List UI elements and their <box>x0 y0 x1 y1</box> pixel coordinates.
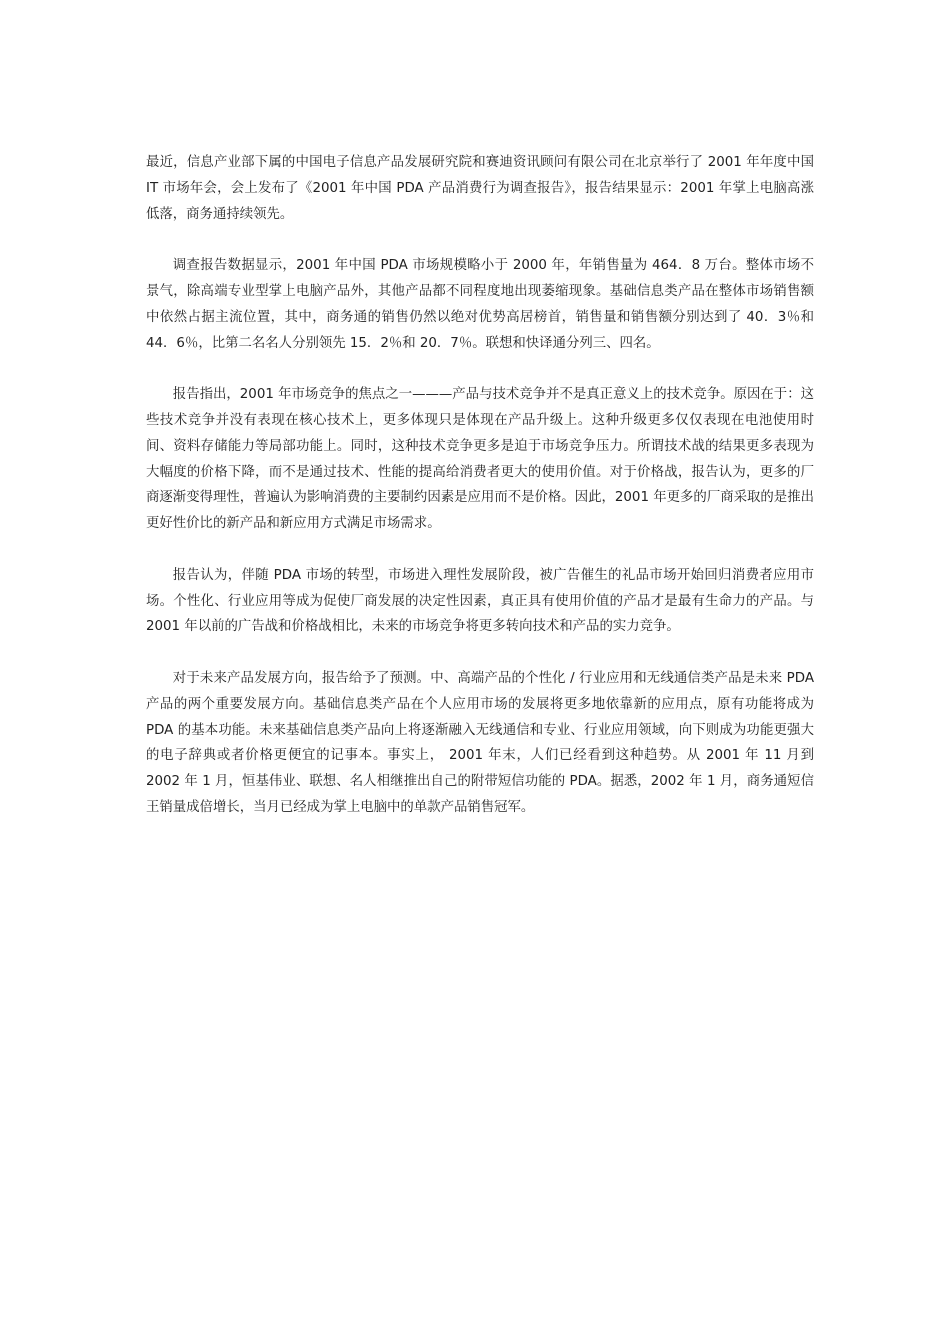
paragraph-intro: 最近，信息产业部下属的中国电子信息产品发展研究院和赛迪资讯顾问有限公司在北京举行了 2001 年年度中国 IT 市场年会，会上发布了《2001 年中国 PDA 产品消费行为调查报告》，报告结果显示：2001 年掌上电脑高涨低落，商务通持续领先。 <box>146 155 814 222</box>
paragraph-market-transition: 报告认为，伴随 PDA 市场的转型，市场进入理性发展阶段，被广告催生的礼品市场开始回归消费者应用市场。个性化、行业应用等成为促使厂商发展的决定性因素，真正具有使用价值的产品才是最有生命力的产品。与 2001 年以前的广告战和价格战相比，未来的市场竞争将更多转向技术和产品的实力竞争。 <box>146 567 814 635</box>
paragraph-future-direction: 对于未来产品发展方向，报告给予了预测。中、高端产品的个性化 / 行业应用和无线通信类产品是未来 PDA 产品的两个重要发展方向。基础信息类产品在个人应用市场的发展将更多地依靠新的应用点，原有功能将成为 PDA 的基本功能。未来基础信息类产品向上将逐渐融入无线通信和专业、行业应用领域，向下则成为功能更强大的电子辞典或者价格更便宜的记事本。事实上， 2001 年末，人们已经看到这种趋势。从 2001 年 11 月到 2002 年 1 月，恒基伟业、联想、名人相继推出自己的附带短信功能的 PDA。据悉，2002 年 1 月，商务通短信王销量成倍增长，当月已经成为掌上电脑中的单款产品销售冠军。 <box>146 670 814 815</box>
document-body <box>146 150 814 847</box>
paragraph-tech-competition: 报告指出，2001 年市场竞争的焦点之一———产品与技术竞争并不是真正意义上的技术竞争。原因在于：这些技术竞争并没有表现在核心技术上，更多体现只是体现在产品升级上。这种升级更多仅仅表现在电池使用时间、资料存储能力等局部功能上。同时，这种技术竞争更多是迫于市场竞争压力。所谓技术战的结果更多表现为大幅度的价格下降，而不是通过技术、性能的提高给消费者更大的使用价值。对于价格战，报告认为，更多的厂商逐渐变得理性，普遍认为影响消费的主要制约因素是应用而不是价格。因此，2001 年更多的厂商采取的是推出更好性价比的新产品和新应用方式满足市场需求。 <box>146 387 814 532</box>
paragraph-market-data: 调查报告数据显示，2001 年中国 PDA 市场规模略小于 2000 年，年销售量为 464．8 万台。整体市场不景气，除高端专业型掌上电脑产品外，其他产品都不同程度地出现萎缩现象。基础信息类产品在整体市场销售额中依然占据主流位置，其中，商务通的销售仍然以绝对优势高居榜首，销售量和销售额分别达到了 40．3％和 44．6％，比第二名名人分别领先 15．2％和 20．7％。联想和快译通分列三、四名。 <box>146 258 814 351</box>
